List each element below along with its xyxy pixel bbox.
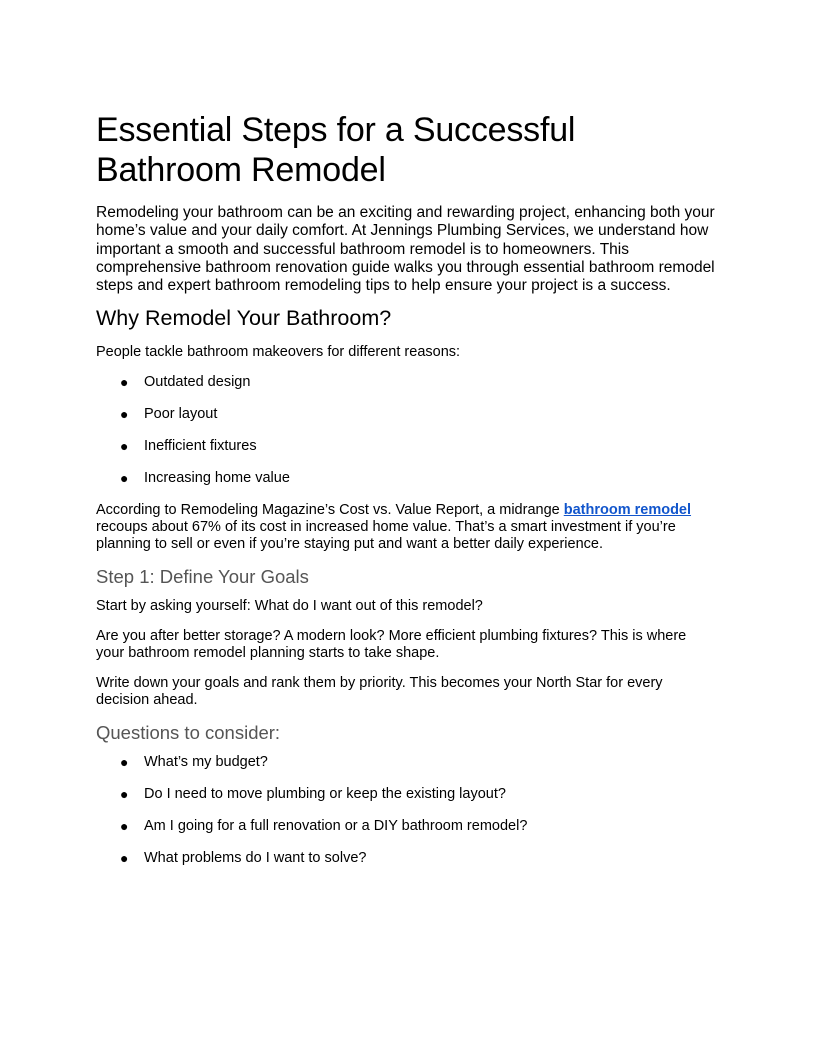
list-item: ● Increasing home value <box>120 470 290 487</box>
step1-paragraph-1: Start by asking yourself: What do I want out of this remodel? <box>96 598 483 615</box>
intro-paragraph: Remodeling your bathroom can be an exciting and rewarding project, enhancing both your home’s value and your daily comfort. At Jennings Plumbing Services, we understand how important a smooth and successful bathroom remodel is to homeowners. This comprehensive bathroom renovation guide walks you through essential bathroom remodel steps and expert bathroom remodeling tips to help ensure your project is a success. <box>96 204 715 295</box>
cost-value-paragraph: According to Remodeling Magazine’s Cost vs. Value Report, a midrange bathroom remodel recoups about 67% of its cost in increased home value. That’s a smart investment if you’re planning to sell or even if you’re staying put and want a better daily experience. <box>96 502 692 553</box>
list-item: ● What problems do I want to solve? <box>120 850 367 867</box>
step1-paragraph-3: Write down your goals and rank them by priority. This becomes your North Star for every decision ahead. <box>96 675 663 709</box>
list-item: ● Inefficient fixtures <box>120 438 257 455</box>
bullet-icon: ● <box>120 470 129 487</box>
bullet-icon: ● <box>120 850 129 867</box>
bullet-icon: ● <box>120 754 129 771</box>
why-remodel-heading: Why Remodel Your Bathroom? <box>96 306 392 331</box>
questions-heading: Questions to consider: <box>96 722 281 744</box>
bathroom-remodel-link[interactable]: bathroom remodel <box>563 502 692 519</box>
list-item: ● Do I need to move plumbing or keep the existing layout? <box>120 786 506 803</box>
list-item: ● Outdated design <box>120 374 251 391</box>
bullet-icon: ● <box>120 818 129 835</box>
bullet-icon: ● <box>120 374 129 391</box>
bullet-icon: ● <box>120 786 129 803</box>
bullet-icon: ● <box>120 406 129 423</box>
why-lead-text: People tackle bathroom makeovers for different reasons: <box>96 344 461 361</box>
step1-paragraph-2: Are you after better storage? A modern look? More efficient plumbing fixtures? This is where your bathroom remodel planning starts to take shape. <box>96 628 687 662</box>
step1-heading: Step 1: Define Your Goals <box>96 566 309 588</box>
list-item: ● Am I going for a full renovation or a DIY bathroom remodel? <box>120 818 528 835</box>
list-item: ● What’s my budget? <box>120 754 268 771</box>
reasons-list <box>96 374 716 487</box>
document-page <box>96 110 716 882</box>
questions-list <box>96 754 716 867</box>
page-title: Essential Steps for a Successful Bathroom Remodel <box>96 111 576 189</box>
bullet-icon: ● <box>120 438 129 455</box>
list-item: ● Poor layout <box>120 406 218 423</box>
